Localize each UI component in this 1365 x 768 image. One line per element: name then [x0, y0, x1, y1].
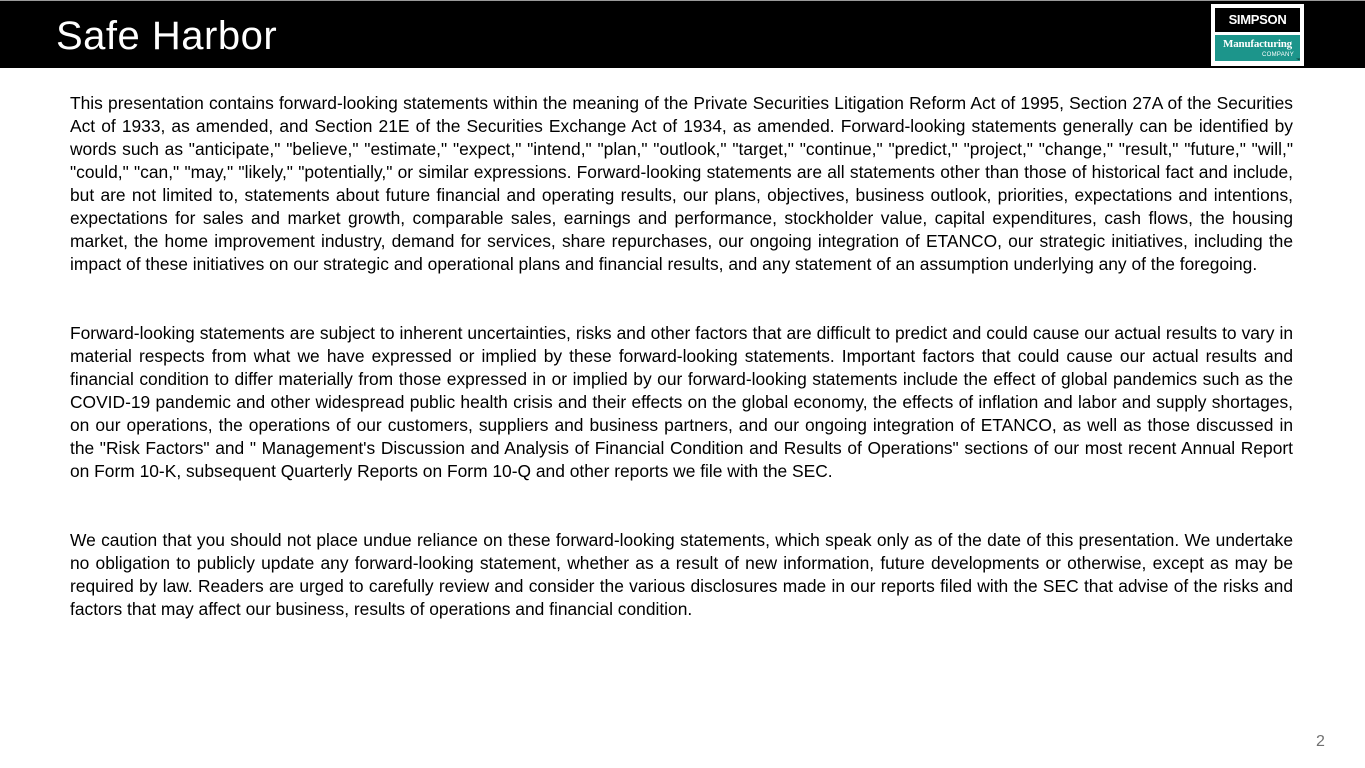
page-number: 2	[1316, 733, 1325, 750]
logo-accent-block	[1215, 35, 1300, 61]
paragraph-risks: Forward-looking statements are subject to inherent uncertainties, risks and other factors that are difficult to predict and could cause our actual results to vary in material respects from what we have expressed or implied by these forward-looking statements. Important factors that could cause our actual results and financial condition to differ materially from those expressed in or implied by our forward-looking statements include the effect of global pandemics such as the COVID-19 pandemic and other widespread public health crisis and their effects on the global economy, the effects of inflation and labor and supply shortages, on our operations, the operations of our customers, suppliers and business partners, and our ongoing integration of ETANCO, as well as those discussed in the "Risk Factors" and " Management's Discussion and Analysis of Financial Condition and Results of Operations" sections of our most recent Annual Report on Form 10-K, subsequent Quarterly Reports on Form 10-Q and other reports we file with the SEC.	[70, 323, 1293, 481]
logo-trademark: ™	[1296, 57, 1300, 62]
logo-manufacturing-text: Manufacturing	[1223, 38, 1292, 50]
slide-header	[0, 0, 1365, 68]
paragraph-caution: We caution that you should not place undue reliance on these forward-looking statements, which speak only as of the date of this presentation. We undertake no obligation to publicly update any forward-looking statement, whether as a result of new information, future developments or otherwise, except as may be required by law. Readers are urged to carefully review and consider the various disclosures made in our reports filed with the SEC that advise of the risks and factors that may affect our business, results of operations and financial condition.	[70, 530, 1293, 619]
logo-wordmark: SIMPSON	[1215, 8, 1300, 32]
slide-title: Safe Harbor	[56, 14, 278, 58]
disclaimer-body	[70, 92, 1293, 621]
logo-company-text: COMPANY	[1262, 52, 1294, 58]
simpson-logo	[1211, 4, 1304, 66]
paragraph-forward-looking: This presentation contains forward-looking statements within the meaning of the Private Securities Litigation Reform Act of 1995, Section 27A of the Securities Act of 1933, as amended, and Section 21E of the Securities Exchange Act of 1934, as amended. Forward-looking statements generally can be identified by words such as "anticipate," "believe," "estimate," "expect," "intend," "plan," "outlook," "target," "continue," "predict," "project," "change," "result," "future," "will," "could," "can," "may," "likely," "potentially," or similar expressions. Forward-looking statements are all statements other than those of historical fact and include, but are not limited to, statements about future financial and operating results, our plans, objectives, business outlook, priorities, expectations and intentions, expectations for sales and market growth, comparable sales, earnings and performance, stockholder value, capital expenditures, cash flows, the housing market, the home improvement industry, demand for services, share repurchases, our ongoing integration of ETANCO, our strategic initiatives, including the impact of these initiatives on our strategic and operational plans and financial results, and any statement of an assumption underlying any of the foregoing.	[70, 93, 1293, 274]
